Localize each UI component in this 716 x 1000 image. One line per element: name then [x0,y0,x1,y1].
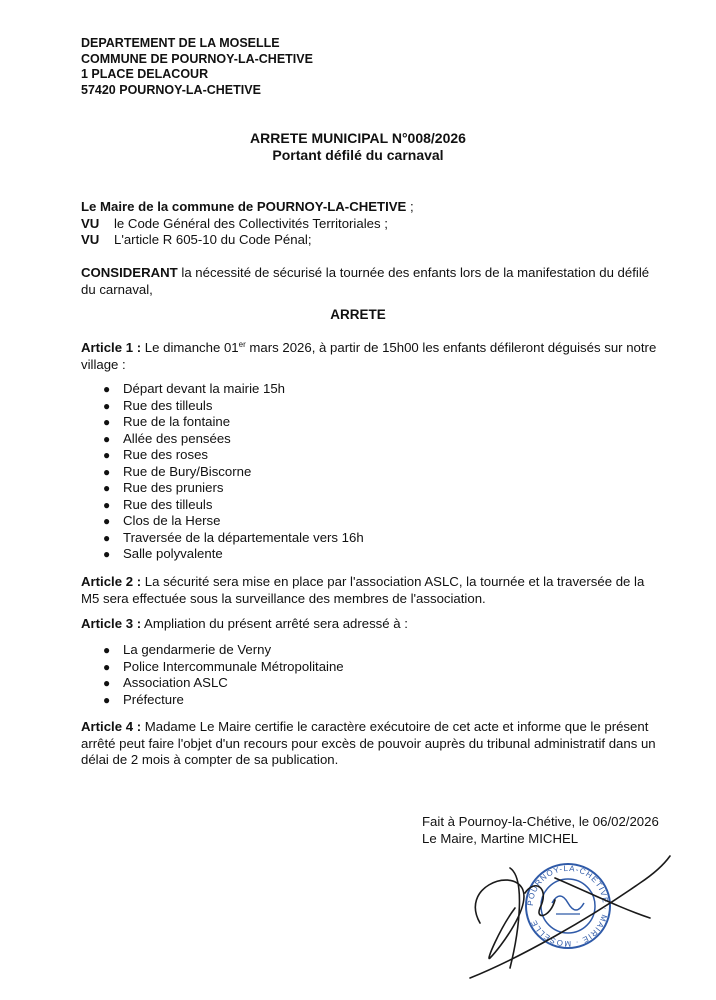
article-3 [81,616,661,633]
article-4-text: Madame Le Maire certifie le caractère exécutoire de cet acte et informe que le présent arrêté peut faire l'objet d'un recours pour excès de pouvoir auprès du tribunal administratif dans un délai de 2 mois à compter de sa publication. [81,719,656,767]
list-item: ● Rue des roses [103,447,209,462]
bullet-icon: ● [103,643,111,657]
maire-rest: ; [406,199,414,214]
header-line: 1 PLACE DELACOUR [81,67,209,81]
article-1-label: Article 1 : [81,340,142,355]
signature-block [422,813,659,847]
list-item: ● Rue de la fontaine [103,414,231,429]
list-item: ● Rue des pruniers [103,480,224,495]
route-list [103,381,364,563]
header-line: DEPARTEMENT DE LA MOSELLE [81,36,280,50]
article-3-label: Article 3 : [81,616,142,631]
handwritten-signature-icon [440,848,690,988]
bullet-icon: ● [103,415,111,429]
article-2-text: La sécurité sera mise en place par l'association ASLC, la tournée et la traversée de la M5 sera effectuée sous la surveillance des membres de l'association. [81,574,645,606]
preamble [81,199,661,249]
bullet-icon: ● [103,398,111,413]
maire-line [81,199,661,216]
bullet-icon: ● [103,692,111,707]
arrete-heading: ARRETE [330,307,386,322]
vu-text-2: L'article R 605-10 du Code Pénal; [114,232,312,247]
vu-label: VU [81,232,100,247]
bullet-icon: ● [103,448,111,462]
list-item: ● Préfecture [103,691,184,707]
list-item: ● Association ASLC [103,675,228,690]
signature-stamp-area [440,848,690,988]
article-4 [81,719,661,769]
list-item: ● Traversée de la départementale vers 16h [103,529,364,545]
article-2 [81,574,661,607]
article-1-text-cont: mars 2026, à partir de 15h00 les enfants défileront déguisés sur notre village : [81,340,657,372]
article-4-label: Article 4 : [81,719,142,734]
ordinal-sup: er [238,340,246,349]
maire-label: Le Maire de la commune de POURNOY-LA-CHETIVE [81,199,407,214]
list-item: ● Rue de Bury/Biscorne [103,463,252,479]
header-line: COMMUNE DE POURNOY-LA-CHETIVE [81,51,313,66]
list-item: ● Police Intercommunale Métropolitaine [103,658,344,674]
title-line-1: ARRETE MUNICIPAL N°008/2026 [250,130,466,146]
document-title [0,130,716,164]
article-2-label: Article 2 : [81,574,142,589]
vu-line-1 [81,216,661,233]
bullet-icon: ● [103,676,111,690]
list-item: ● La gendarmerie de Verny [103,642,272,657]
recipient-list [103,642,344,708]
place-date: Fait à Pournoy-la-Chétive, le 06/02/2026 [422,814,659,829]
list-item: ● Rue des tilleuls [103,496,213,512]
bullet-icon: ● [103,497,111,512]
vu-label: VU [81,215,100,231]
title-line-2: Portant défilé du carnaval [272,147,444,163]
bullet-icon: ● [103,431,111,446]
vu-line-2 [81,232,661,249]
considerant-paragraph [81,265,661,298]
list-item: ● Rue des tilleuls [103,397,213,413]
bullet-icon: ● [103,547,111,561]
official-stamp-icon [526,864,610,948]
signatory-name: Le Maire, Martine MICHEL [422,831,579,846]
article-1 [81,340,661,373]
stamp-text: POURNOY-LA-CHETIVE · MAIRIE · MOSELLE [525,863,611,949]
article-3-text: Ampliation du présent arrêté sera adressé à : [141,616,408,631]
vu-text-1: le Code Général des Collectivités Territoriales ; [114,215,388,231]
list-item: ● Salle polyvalente [103,546,223,561]
considerant-label: CONSIDERANT [81,265,178,280]
header-line: 57420 POURNOY-LA-CHETIVE [81,82,261,97]
bullet-icon: ● [103,514,111,528]
issuer-header [81,36,313,98]
considerant-text: la nécessité de sécurisé la tournée des enfants lors de la manifestation du défilé du carnaval, [81,265,650,297]
list-item: ● Départ devant la mairie 15h [103,381,286,396]
list-item: ● Clos de la Herse [103,513,221,528]
list-item: ● Allée des pensées [103,430,231,446]
bullet-icon: ● [103,659,111,674]
bullet-icon: ● [103,464,111,479]
bullet-icon: ● [103,382,111,396]
article-1-text: Le dimanche 01 [141,340,239,355]
bullet-icon: ● [103,481,111,495]
bullet-icon: ● [103,530,111,545]
